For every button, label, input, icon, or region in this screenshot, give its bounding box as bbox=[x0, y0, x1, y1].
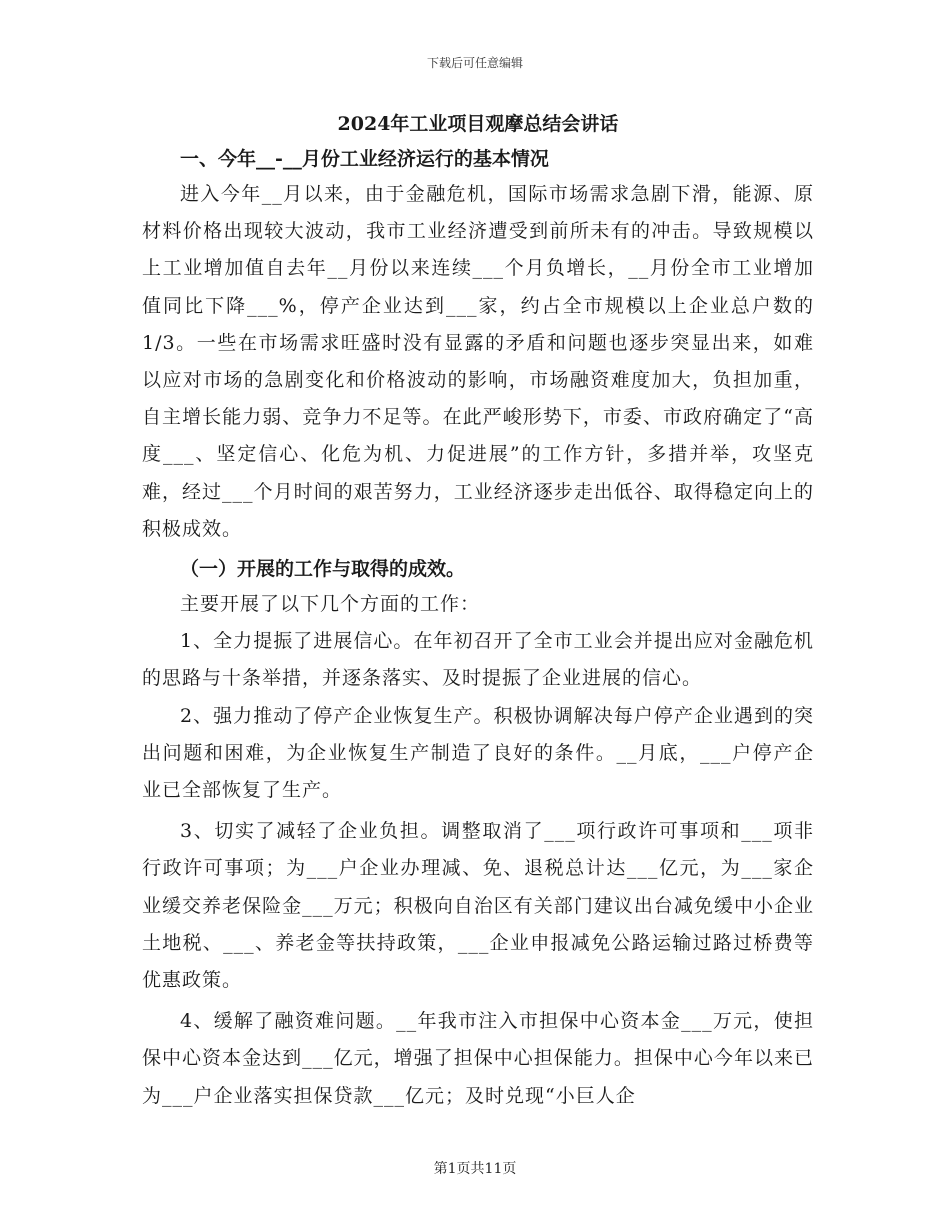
list-item: 3、切实了减轻了企业负担。调整取消了___项行政许可事项和___项非行政许可事项；为___户企业办理减、免、退税总计达___亿元，为___家企业缓交养老保险金___万元；积极向自治区有关部门建议出台减免缓中小企业土地税、___、养老金等扶持政策，___企业申报减免公路运输过路过桥费等优惠政策。 bbox=[142, 820, 814, 992]
document-body bbox=[142, 112, 814, 1115]
header-note: 下载后可任意编辑 bbox=[426, 56, 523, 70]
paragraph: 进入今年__月以来，由于金融危机，国际市场需求急剧下滑，能源、原材料价格出现较大波动，我市工业经济遭受到前所未有的冲击。导致规模以上工业增加值自去年__月份以来连续___个月负增长，__月份全市工业增加值同比下降___%，停产企业达到___家，约占全市规模以上企业总户数的1/3。一些在市场需求旺盛时没有显露的矛盾和问题也逐步突显出来，如难以应对市场的急剧变化和价格波动的影响，市场融资难度加大，负担加重，自主增长能力弱、竞争力不足等。在此严峻形势下，市委、市政府确定了“高度___、坚定信心、化危为机、力促进展”的工作方针，多措并举，攻坚克难，经过___个月时间的艰苦努力，工业经济逐步走出低谷、取得稳定向上的积极成效。 bbox=[142, 183, 814, 540]
section-heading: 一、今年__-__月份工业经济运行的基本情况 bbox=[180, 148, 549, 170]
subsection-heading: （一）开展的工作与取得的成效。 bbox=[180, 558, 466, 581]
document-title: 2024年工业项目观摩总结会讲话 bbox=[337, 113, 619, 135]
page-number: 第1页共11页 bbox=[433, 1161, 517, 1177]
list-item: 4、缓解了融资难问题。__年我市注入市担保中心资本金___万元，使担保中心资本金达到___亿元，增强了担保中心担保能力。担保中心今年以来已为___户企业落实担保贷款___亿元；及时兑现“小巨人企 bbox=[142, 1010, 814, 1107]
intro-paragraph: 主要开展了以下几个方面的工作： bbox=[180, 593, 481, 616]
list-item: 1、全力提振了进展信心。在年初召开了全市工业会并提出应对金融危机的思路与十条举措，并逐条落实、及时提振了企业进展的信心。 bbox=[142, 630, 814, 690]
list-item: 2、强力推动了停产企业恢复生产。积极协调解决每户停产企业遇到的突出问题和困难，为企业恢复生产制造了良好的条件。__月底，___户停产企业已全部恢复了生产。 bbox=[142, 704, 814, 802]
